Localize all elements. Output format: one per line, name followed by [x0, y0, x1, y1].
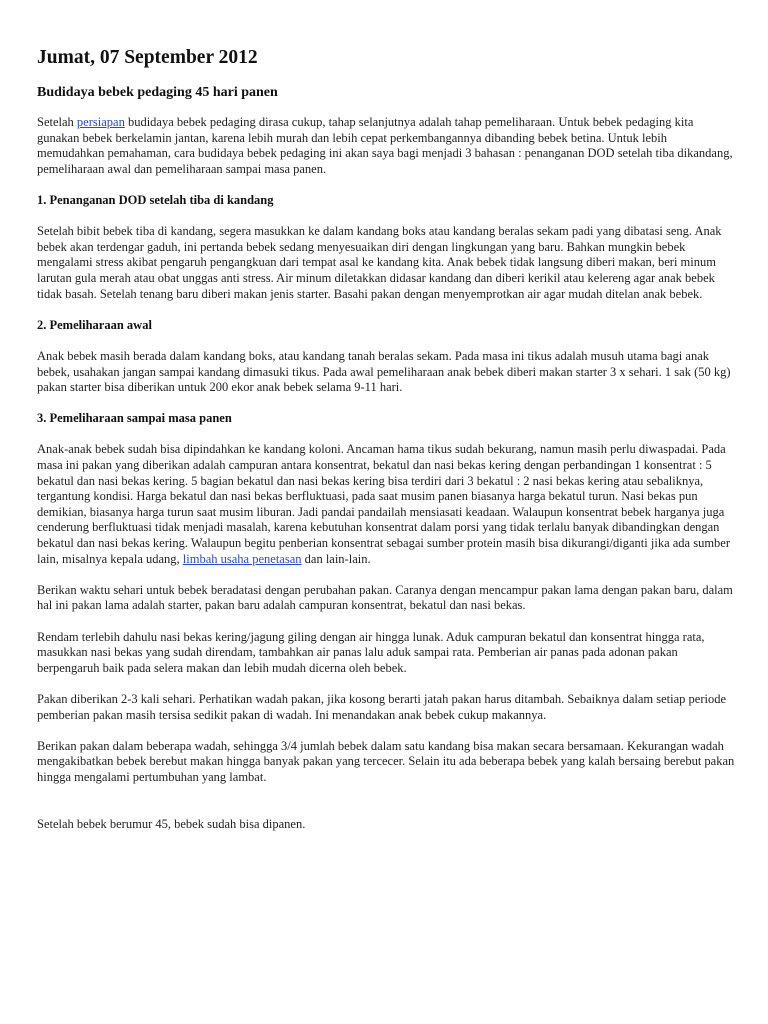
section2-heading: 2. Pemeliharaan awal: [37, 317, 152, 332]
section3-paragraph-2: Berikan waktu sehari untuk bebek beradatasi dengan perubahan pakan. Caranya dengan mencampur pakan lama dengan pakan baru, dalam hal ini pakan lama adalah starter, pakan baru adalah campuran konsentrat, bekatul dan nasi bekas.: [37, 582, 733, 613]
post-title: Budidaya bebek pedaging 45 hari panen: [37, 85, 278, 100]
intro-paragraph: [37, 115, 737, 177]
persiapan-link[interactable]: persiapan: [76, 115, 125, 129]
section1-paragraph: Setelah bibit bebek tiba di kandang, segera masukkan ke dalam kandang boks atau kandang beralas sekam padi yang dibatasi seng. Anak bebek akan terdengar gaduh, ini pertanda bebek sedang menyesuaikan diri dengan lingkungan yang baru. Bahkan mungkin bebek mengalami stress akibat pengaruh pengangkuan dari tempat asal ke kandang kita. Anak bebek tidak langsung diberi makan, beri minum larutan gula merah atau obat unggas anti stress. Air minum diletakkan didasar kandang dan diberi kerikil atau kelereng agar anak bebek tidak basah. Setelah tenang baru diberi makan jenis starter. Basahi pakan dengan menyemprotkan air agar mudah ditelan anak bebek.: [37, 224, 722, 301]
section3-paragraph-4: Pakan diberikan 2-3 kali sehari. Perhatikan wadah pakan, jika kosong berarti jatah pakan harus ditambah. Sebaiknya dalam setiap periode pemberian pakan masih tersisa sedikit pakan di wadah. Ini menandakan anak bebek cukup makannya.: [37, 691, 727, 722]
limbah-usaha-penetasan-link[interactable]: limbah usaha penetasan: [182, 551, 302, 566]
post-body: [37, 115, 737, 848]
section3-paragraph-6: Setelah bebek berumur 45, bebek sudah bisa dipanen.: [37, 816, 306, 831]
section3-paragraph-5: Berikan pakan dalam beberapa wadah, sehingga 3/4 jumlah bebek dalam satu kandang bisa makan secara bersamaan. Kekurangan wadah mengakibatkan bebek berebut makan hingga banyak pakan yang tercecer. Selain itu ada beberapa bebek yang kalah bersaing berebut pakan hingga mengalami pertumbuhan yang lambat.: [37, 738, 735, 784]
intro-text-pre: Setelah: [37, 115, 77, 129]
section3-paragraph-1: [37, 442, 737, 567]
intro-text-post: budidaya bebek pedaging dirasa cukup, tahap selanjutnya adalah tahap pemeliharaan. Untuk bebek pedaging kita gunakan bebek berkelamin jantan, karena lebih murah dan lebih cepat perkembangannya dibanding bebek betina. Untuk lebih memudahkan pemahaman, cara budidaya bebek pedaging ini akan saya bagi menjadi 3 bahasan : penanganan DOD setelah tiba dikandang, pemeliharaan awal dan pemeliharaan sampai masa panen.: [37, 115, 733, 176]
post-date: Jumat, 07 September 2012: [37, 47, 258, 68]
section3-heading: 3. Pemeliharaan sampai masa panen: [37, 411, 232, 426]
section3-p1-pre: Anak-anak bebek sudah bisa dipindahkan ke kandang koloni. Ancaman hama tikus sudah bekurang, namun masih perlu diwaspadai. Pada masa ini pakan yang diberikan adalah campuran antara konsentrat, bekatul dan nasi bekas kering dengan perbandingan 1 konsentrat : 5 bekatul dan nasi bekas kering. 5 bagian bekatul dan nasi bekas kering bisa terdiri dari 3 bekatul : 2 nasi bekas kering atau sebaliknya, tergantung kondisi. Harga bekatul dan nasi bekas berfluktuasi, pada saat musim panen biasanya harga bekatul turun. Nasi bekas pun demikian, biasanya harga turun saat musim liburan. Jadi pandai pandailah mensiasati keadaan. Walaupun konsentrat bebek harganya juga cenderung berfluktuasi tidak menjadi masalah, karena kebutuhan konsentrat dalam porsi yang tidak terlalu banyak dibandingkan dengan bekatul dan nasi bekas kering. Walaupun begitu penberian konsentrat sebagai sumber protein masih bisa dikurangi/diganti jika ada sumber lain, misalnya kepala udang,: [37, 442, 731, 566]
section1-heading: 1. Penanganan DOD setelah tiba di kandang: [37, 192, 274, 207]
section2-paragraph: Anak bebek masih berada dalam kandang boks, atau kandang tanah beralas sekam. Pada masa ini tikus adalah musuh utama bagi anak bebek, usahakan jangan sampai kandang dimasuki tikus. Pada awal pemeliharaan anak bebek diberi makan starter 3 x sehari. 1 sak (50 kg) pakan starter bisa diberikan untuk 200 ekor anak bebek selama 9-11 hari.: [37, 348, 731, 395]
section3-p1-post: dan lain-lain.: [301, 551, 371, 566]
section3-paragraph-3: Rendam terlebih dahulu nasi bekas kering/jagung giling dengan air hingga lunak. Aduk campuran bekatul dan konsentrat hingga rata, masukkan nasi bekas yang sudah direndam, tambahkan air panas lalu aduk sampai rata. Pemberian air panas pada adonan pakan berpengaruh baik pada selera makan dan lebih mudah dicerna oleh bebek.: [37, 629, 705, 675]
